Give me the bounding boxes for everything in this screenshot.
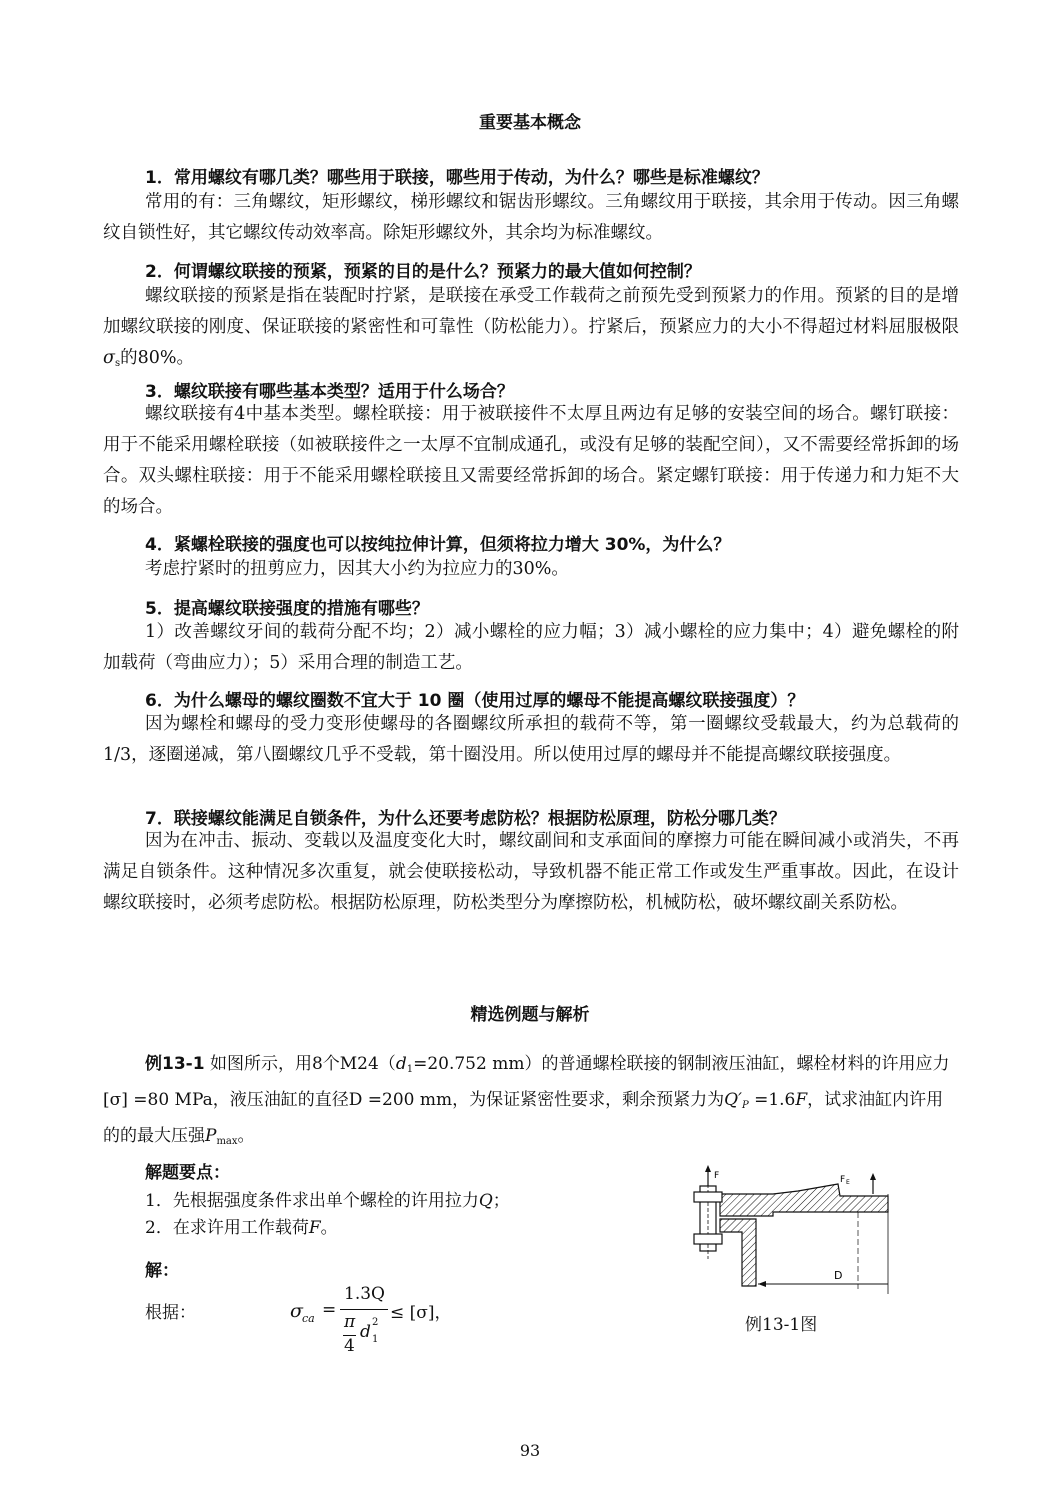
hint-1 [145, 1186, 510, 1211]
answer-7: 因为在冲击、振动、变载以及温度变化大时，螺纹副间和支承面间的摩擦力可能在瞬间减小或消失，不再满足自锁条件。这种情况多次重复，就会使联接松动，导致机器不能正常工作或发生严重事故。因此，在设计螺纹联接时，必须考虑防松。根据防松原理，防松类型分为摩擦防松，机械防松，破坏螺纹副关系防松。 [103, 831, 959, 913]
answer-5: 1）改善螺纹牙间的载荷分配不均；2）减小螺栓的应力幅；3）减小螺栓的应力集中；4）避免螺栓的附加载荷（弯曲应力）；5）采用合理的制造工艺。 [103, 622, 959, 673]
formula-d-sub: 1 [372, 1334, 379, 1345]
formula-d: d [360, 1322, 371, 1342]
var-d: d [395, 1054, 407, 1074]
hint-1-text: 1．先根据强度条件求出单个螺栓的许用拉力 [145, 1191, 479, 1211]
question-1: 1．常用螺纹有哪几类？哪些用于联接，哪些用于传动，为什么？哪些是标准螺纹？ [145, 168, 769, 188]
answer-1: 常用的有：三角螺纹，矩形螺纹，梯形螺纹和锯齿形螺纹。三角螺纹用于联接，其余用于传动。因三角螺纹自锁性好，其它螺纹传动效率高。除矩形螺纹外，其余均为标准螺纹。 [103, 192, 959, 243]
formula-lhs: σ [290, 1300, 303, 1322]
hint-1-var: Q [478, 1191, 493, 1211]
hint-2-var: F [308, 1218, 321, 1238]
figure-label-fe: F [840, 1175, 846, 1185]
fraction-bar [340, 1309, 388, 1310]
strength-formula [288, 1282, 458, 1362]
formula-eq: = [322, 1300, 337, 1320]
var-p-sub: max [216, 1136, 238, 1147]
figure-label-fe-sub: E [846, 1179, 850, 1186]
section-title: 重要基本概念 [479, 113, 581, 133]
solution-label: 解： [145, 1261, 179, 1281]
formula-d-sup: 2 [372, 1317, 379, 1328]
example-label: 例13-1 [145, 1054, 205, 1074]
var-q: Q′ [724, 1090, 742, 1110]
sigma-symbol: σ [103, 348, 115, 368]
answer-2-text: 螺纹联接的预紧是指在装配时拧紧，是联接在承受工作载荷之前预先受到预紧力的作用。预紧的目的是增加螺纹联接的刚度、保证联接的紧密性和可靠性（防松能力）。拧紧后，预紧应力的大小不得超过材料屈服极限 [103, 286, 959, 337]
hint-2-end: 。 [320, 1218, 338, 1238]
page-number: 93 [519, 1441, 541, 1460]
example-t4: ，试求油缸内许用的的最大压强 [103, 1090, 944, 1146]
hints-title: 解题要点： [145, 1163, 230, 1183]
question-3: 3．螺纹联接有哪些基本类型？适用于什么场合？ [145, 382, 514, 402]
answer-4: 考虑拧紧时的扭剪应力，因其大小约为拉应力的30%。 [145, 559, 569, 579]
example-t5: 。 [237, 1126, 255, 1146]
formula-four: 4 [344, 1336, 355, 1356]
answer-3: 螺纹联接有4中基本类型。螺栓联接：用于被联接件不太厚且两边有足够的安装空间的场合。螺钉联接：用于不能采用螺栓联接（如被联接件之一太厚不宜制成通孔，或没有足够的装配空间），又不需要经常拆卸的场合。双头螺柱联接：用于不能采用螺栓联接且又需要经常拆卸的场合。紧定螺钉联接：用于传递力和力矩不大的场合。 [103, 404, 959, 517]
formula-lhs-sub: ca [302, 1312, 315, 1325]
figure-caption: 例13-1图 [745, 1315, 818, 1335]
question-4: 4．紧螺栓联接的强度也可以按纯拉伸计算，但须将拉力增大 30%，为什么？ [145, 535, 731, 555]
answer-2-tail: 的80%。 [120, 348, 194, 368]
example-text [103, 1049, 953, 1157]
figure-label-d: D [834, 1269, 843, 1282]
figure-label-f: F [714, 1171, 720, 1181]
example-t3: =1.6 [748, 1090, 796, 1110]
question-6: 6．为什么螺母的螺纹圈数不宜大于 10 圈（使用过厚的螺母不能提高螺纹联接强度）？ [145, 691, 805, 711]
var-p: P [205, 1126, 217, 1146]
hint-2 [145, 1213, 338, 1238]
question-7: 7．联接螺纹能满足自锁条件，为什么还要考虑防松？根据防松原理，防松分哪几类？ [145, 809, 786, 829]
question-2: 2．何谓螺纹联接的预紧，预紧的目的是什么？预紧力的最大值如何控制？ [145, 262, 701, 282]
answer-2 [103, 281, 959, 379]
formula-rhs: ≤ [σ]， [390, 1303, 452, 1323]
var-q-sub: P [741, 1100, 749, 1111]
basis-label: 根据： [145, 1303, 196, 1323]
formula-pi: π [344, 1312, 356, 1332]
sigma-subscript: s [114, 358, 121, 369]
question-5: 5．提高螺纹联接强度的措施有哪些？ [145, 599, 429, 619]
example-t2: =20.752 mm）的普通螺栓联接的钢制液压油缸，螺栓材料的许用应力[σ] =80 MPa，液压油缸的直径D =200 mm，为保证紧密性要求，剩余预紧力为 [103, 1054, 950, 1110]
var-d-sub: 1 [406, 1064, 414, 1075]
example-t1: 如图所示，用8个M24（ [204, 1054, 396, 1074]
var-f: F [795, 1090, 808, 1110]
hint-1-end: ； [492, 1191, 510, 1211]
formula-numerator: 1.3Q [344, 1284, 385, 1304]
answer-6: 因为螺栓和螺母的受力变形使螺母的各圈螺纹所承担的载荷不等，第一圈螺纹受载最大，约为总载荷的1/3，逐圈递减，第八圈螺纹几乎不受载，第十圈没用。所以使用过厚的螺母并不能提高螺纹联接强度。 [103, 714, 959, 765]
cylinder-bolt-figure [678, 1164, 893, 1302]
section-title-examples: 精选例题与解析 [470, 1005, 590, 1025]
hint-2-text: 2．在求许用工作载荷 [145, 1218, 309, 1238]
